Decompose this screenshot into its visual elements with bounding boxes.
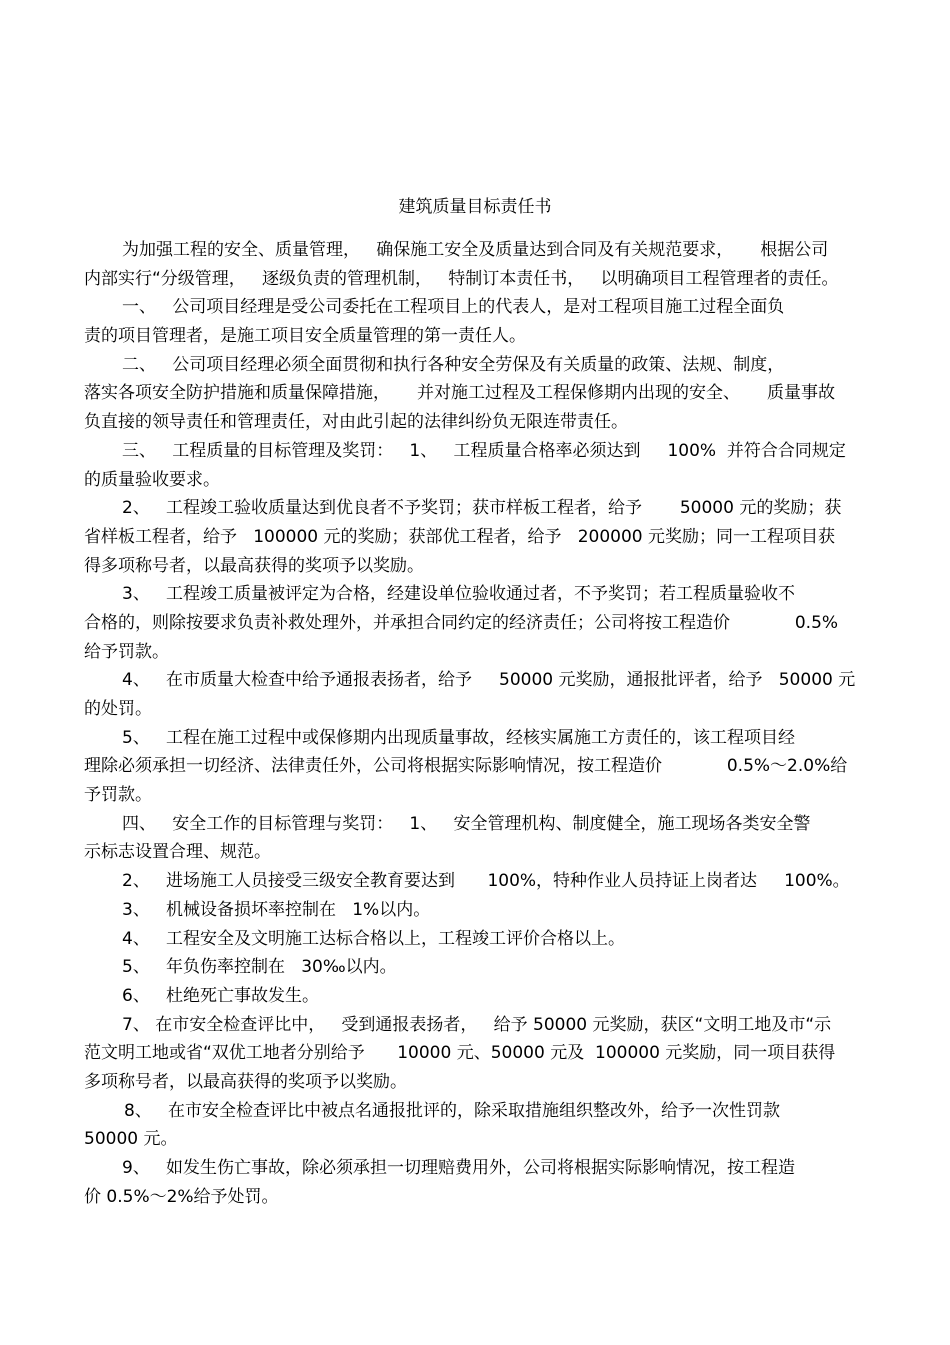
paragraph-line: 责的项目管理者，是施工项目安全质量管理的第一责任人。 [84,326,526,347]
paragraph-line: 9、 如发生伤亡事故，除必须承担一切理赔费用外，公司将根据实际影响情况，按工程造 [122,1158,796,1178]
document-body [84,236,884,1211]
paragraph-line: 4、 工程安全及文明施工达标合格以上，工程竣工评价合格以上。 [122,928,626,949]
paragraph-line: 予罚款。 [84,785,152,806]
paragraph-line: 一、 公司项目经理是受公司委托在工程项目上的代表人，是对工程项目施工过程全面负 [122,297,785,318]
paragraph-line: 落实各项安全防护措施和质量保障措施， 并对施工过程及工程保修期内出现的安全、 质量事故 [84,383,836,404]
paragraph-line: 4、 在市质量大检查中给予通报表扬者，给予 50000 元奖励，通报批评者，给予 50000 元 [122,670,856,691]
paragraph-line: 内部实行“分级管理， 逐级负责的管理机制， 特制订本责任书， 以明确项目工程管理者的责任。 [84,268,839,289]
paragraph-line: 3、 机械设备损坏率控制在 1%以内。 [122,899,431,920]
paragraph-line: 负直接的领导责任和管理责任，对由此引起的法律纠纷负无限连带责任。 [84,412,628,433]
paragraph-line: 的处罚。 [84,699,152,719]
paragraph-line: 8、 在市安全检查评比中被点名通报批评的，除采取措施组织整改外，给予一次性罚款 [124,1100,781,1121]
paragraph-line: 省样板工程者，给予 100000 元的奖励；获部优工程者，给予 200000 元奖励；同一工程项目获 [84,526,836,547]
document-title: 建筑质量目标责任书 [398,197,552,217]
paragraph-line: 3、 工程竣工质量被评定为合格，经建设单位验收通过者，不予奖罚；若工程质量验收不 [122,584,796,605]
paragraph-line: 价 0.5%～2%给予处罚。 [84,1186,279,1207]
paragraph-line: 四、 安全工作的目标管理与奖罚： 1、 安全管理机构、制度健全，施工现场各类安全警 [122,813,811,834]
paragraph-line: 7、 在市安全检查评比中， 受到通报表扬者， 给予 50000 元奖励，获区“文明工地及市“示 [122,1014,832,1035]
paragraph-line: 二、 公司项目经理必须全面贯彻和执行各种安全劳保及有关质量的政策、法规、制度， [122,354,785,375]
paragraph-line: 示标志设置合理、规范。 [84,842,271,863]
paragraph-line: 50000 元。 [84,1129,178,1150]
paragraph-line: 5、 年负伤率控制在 30‰以内。 [122,957,397,978]
paragraph-line: 的质量验收要求。 [84,469,220,490]
paragraph-line: 范文明工地或省“双优工地者分别给予 10000 元、50000 元及 100000 元奖励，同一项目获得 [84,1043,836,1064]
paragraph-line: 为加强工程的安全、质量管理， 确保施工安全及质量达到合同及有关规范要求， 根据公司 [122,240,829,260]
paragraph-line: 理除必须承担一切经济、法律责任外，公司将根据实际影响情况，按工程造价 0.5%～2.0%给 [84,756,848,777]
paragraph-line: 5、 工程在施工过程中或保修期内出现质量事故，经核实属施工方责任的，该工程项目经 [122,727,796,748]
paragraph-line: 6、 杜绝死亡事故发生。 [122,985,320,1006]
paragraph-line: 给予罚款。 [84,641,169,662]
paragraph-line: 得多项称号者，以最高获得的奖项予以奖励。 [84,555,424,576]
paragraph-line: 2、 工程竣工验收质量达到优良者不予奖罚；获市样板工程者，给予 50000 元的奖励；获 [122,498,842,519]
paragraph-line: 三、 工程质量的目标管理及奖罚： 1、 工程质量合格率必须达到 100% 并符合合同规定 [122,440,846,461]
paragraph-line: 2、 进场施工人员接受三级安全教育要达到 100%，特种作业人员持证上岗者达 100%。 [122,871,850,892]
paragraph-line: 多项称号者，以最高获得的奖项予以奖励。 [84,1071,407,1092]
paragraph-line: 合格的，则除按要求负责补救处理外，并承担合同约定的经济责任；公司将按工程造价 0.5% [84,612,839,633]
